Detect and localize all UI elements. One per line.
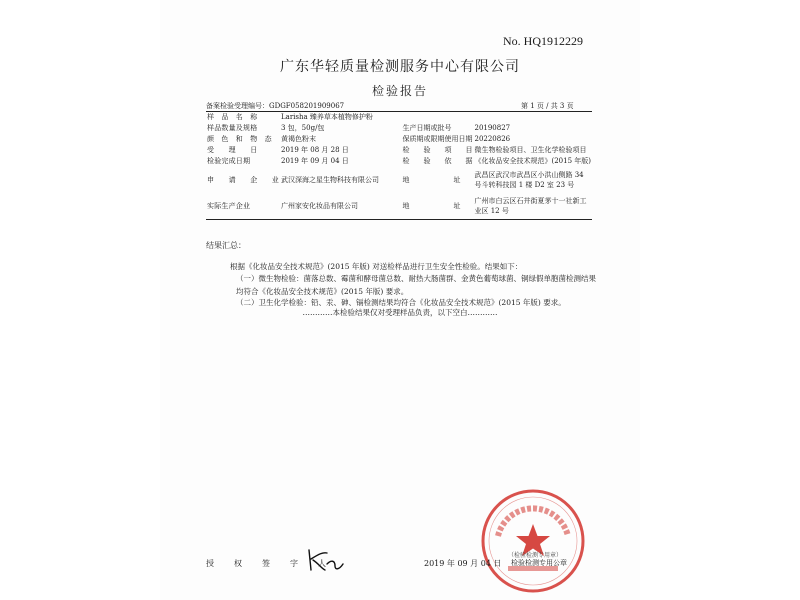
quantity-value: 3 包，50g/包 <box>281 124 325 132</box>
color-value: 黄褐色粉末 <box>281 135 316 143</box>
shelf-life-label: 保质期或限期使用日期 <box>402 135 473 143</box>
address-label-start: 地 <box>402 175 410 184</box>
end-note: …………本检验结果仅对受理样品负责，以下空白………… <box>302 308 498 317</box>
received-label: 受 理 日 <box>207 146 258 154</box>
summary-heading: 结果汇总： <box>206 241 246 250</box>
table-row <box>206 167 592 193</box>
sample-info-table <box>206 111 592 220</box>
manufacturer-address-label <box>401 193 473 220</box>
acceptance-number-line <box>206 101 344 111</box>
page-indicator: 第 1 页 / 共 3 页 <box>521 102 574 110</box>
summary-paragraph-2: （一）微生物检验：菌落总数、霉菌和酵母菌总数、耐热大肠菌群、金黄色葡萄球菌、铜绿假单胞菌检测结果均符合《化妆品安全技术规范》(2015 年版) 要求。 <box>236 274 596 296</box>
applicant-value: 武汉深海之星生物科技有限公司 <box>281 175 379 184</box>
stamp-name: 检验检测专用公章 <box>511 559 567 567</box>
stamp-note: （检验检测专用章） <box>508 552 563 559</box>
table-row <box>206 145 592 156</box>
shelf-life-value: 20220826 <box>474 135 511 143</box>
items-label: 检 验 项 目 <box>402 146 473 154</box>
table-row <box>206 156 592 167</box>
acceptance-label: 备案检验受理编号： <box>206 102 269 110</box>
acceptance-number: GDGF058201909067 <box>269 102 345 110</box>
address-label-end: 址 <box>453 175 461 184</box>
received-value: 2019 年 08 月 28 日 <box>281 146 349 154</box>
summary-paragraph-3: （二）卫生化学检验：铅、汞、砷、镉检测结果均符合《化妆品安全技术规范》(2015 年版) 要求。 <box>236 298 566 307</box>
table-row <box>206 134 592 145</box>
quantity-label: 样品数量及规格 <box>207 124 258 132</box>
address-label-start: 地 <box>402 201 410 210</box>
manufacturer-value: 广州家安化妆品有限公司 <box>281 201 358 210</box>
signature-date: 2019 年 09 月 04 日 <box>424 559 502 568</box>
summary-paragraph-1: 根据《化妆品安全技术规范》(2015 年版) 对送检样品进行卫生安全性检验。结果如下： <box>230 262 523 271</box>
production-date-label: 生产日期或批号 <box>402 124 452 132</box>
report-number: No. HQ1912229 <box>503 34 583 48</box>
organization-title: 广东华轻质量检测服务中心有限公司 <box>280 59 520 75</box>
applicant-address-value: 武昌区武汉市武昌区小洪山侧路 34 号斗转科技园 1 楼 D2 室 23 号 <box>474 171 584 189</box>
table-row <box>206 123 592 134</box>
manufacturer-label: 实际生产企业 <box>207 201 251 210</box>
sample-name-label: 样 品 名 称 <box>207 113 258 121</box>
applicant-label: 申 请 企 业 <box>207 175 279 184</box>
color-label: 颜 色 和 物 态 <box>207 135 272 143</box>
completed-label: 检验完成日期 <box>207 157 251 165</box>
sample-name-value: Larisha 臻养草本植物修护粉 <box>281 113 373 121</box>
basis-value: 《化妆品安全技术规范》(2015 年版) <box>474 157 591 165</box>
document-title: 检验报告 <box>371 84 428 98</box>
signer-label: 授 权 签 字 人 <box>206 559 332 568</box>
basis-label: 检 验 依 据 <box>402 157 473 165</box>
completed-value: 2019 年 09 月 04 日 <box>281 157 349 165</box>
address-label-end: 址 <box>453 201 461 210</box>
handwritten-signature <box>305 544 349 574</box>
official-seal <box>478 486 588 596</box>
production-date-value: 20190827 <box>474 124 511 132</box>
items-value: 微生物检验项目、卫生化学检验项目 <box>474 146 587 154</box>
applicant-address-label <box>401 167 473 193</box>
table-row <box>206 193 592 220</box>
manufacturer-address-value: 广州市白云区石井街夏茅十一社新工业区 12 号 <box>474 197 587 215</box>
table-row <box>206 112 592 124</box>
